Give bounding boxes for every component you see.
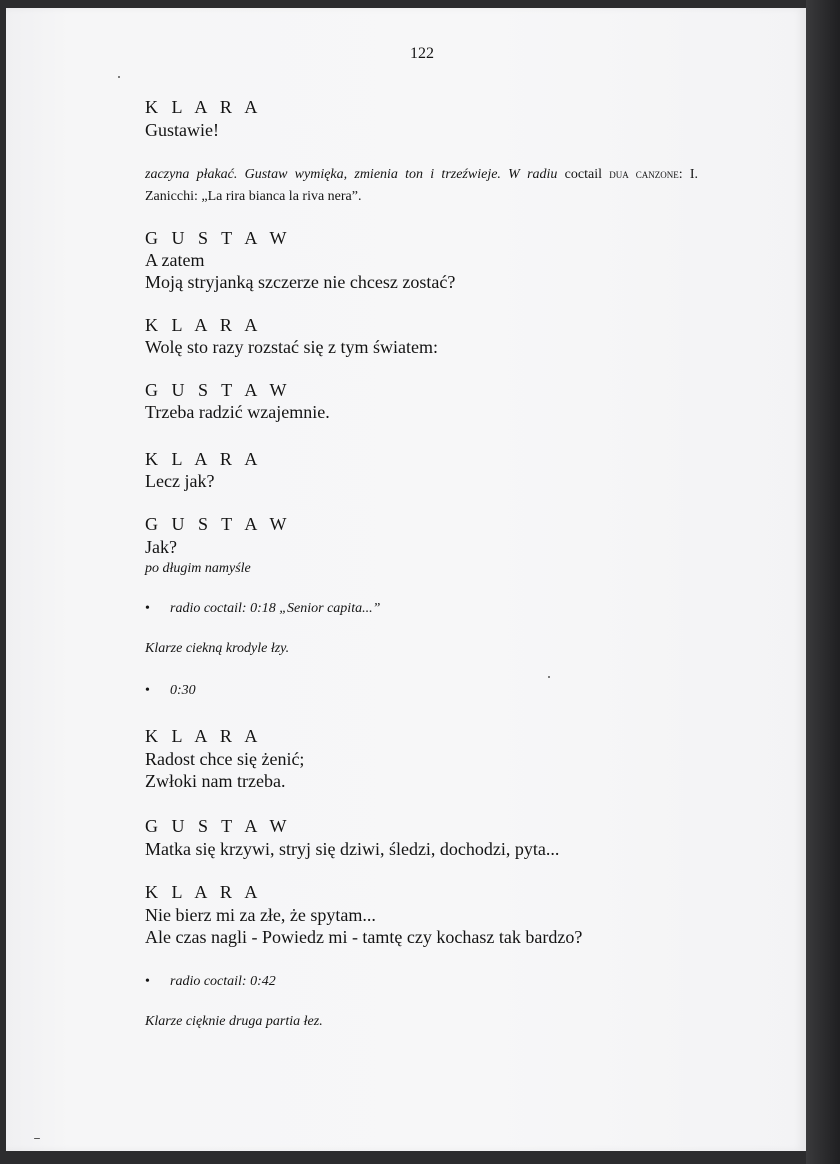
dialogue-line: Moją stryjanką szczerze nie chcesz zostać? — [145, 272, 456, 292]
dialogue-line: Nie bierz mi za złe, że spytam... — [145, 905, 376, 925]
stage-direction: Klarze cięknie druga partia łez. — [145, 1014, 323, 1029]
dialogue-line: Trzeba radzić wzajemnie. — [145, 402, 330, 422]
speaker-name: K L A R A — [145, 882, 262, 902]
bullet-icon: • — [145, 683, 150, 698]
bullet-item — [145, 683, 196, 699]
bullet-icon: • — [145, 974, 150, 989]
bullet-text: radio coctail: 0:18 „Senior capita...” — [170, 601, 381, 616]
dialogue-line: Gustawie! — [145, 120, 219, 140]
speaker-name: K L A R A — [145, 315, 262, 335]
speaker-name: K L A R A — [145, 449, 262, 469]
dialogue-line: Radost chce się żenić; — [145, 749, 305, 769]
dialogue-line: Jak? — [145, 537, 177, 557]
page-number: 122 — [410, 45, 434, 62]
dialogue-line: Wolę sto razy rozstać się z tym światem: — [145, 337, 438, 357]
dialogue-line: Zwłoki nam trzeba. — [145, 771, 286, 791]
bullet-icon: • — [145, 601, 150, 616]
scan-speck — [34, 1138, 40, 1139]
scan-speck — [118, 76, 120, 78]
scanner-edge — [806, 0, 840, 1164]
dialogue-line: Lecz jak? — [145, 471, 215, 491]
scan-speck — [548, 676, 550, 678]
stage-direction: po długim namyśle — [145, 561, 251, 576]
stage-direction: Klarze ciekną krodyle łzy. — [145, 641, 290, 656]
speaker-name: K L A R A — [145, 97, 262, 117]
speaker-name: G U S T A W — [145, 514, 292, 534]
speaker-name: G U S T A W — [145, 816, 292, 836]
stage-direction-roman: coctail — [564, 167, 602, 182]
dialogue-line: Ale czas nagli - Powiedz mi - tamtę czy kochasz tak bardzo? — [145, 927, 583, 947]
stage-direction-italic: zaczyna płakać. Gustaw wymięka, zmienia ton i trzeźwieje. W radiu — [145, 167, 558, 182]
bullet-item — [145, 974, 276, 990]
speaker-name: G U S T A W — [145, 380, 292, 400]
dialogue-line: Matka się krzywi, stryj się dziwi, śledzi, dochodzi, pyta... — [145, 839, 560, 859]
stage-direction-smallcaps: dua canzone — [609, 166, 679, 181]
bullet-text: 0:30 — [170, 683, 196, 698]
bullet-text: radio coctail: 0:42 — [170, 974, 276, 989]
dialogue-line: A zatem — [145, 250, 205, 270]
speaker-name: G U S T A W — [145, 228, 292, 248]
bullet-item — [145, 601, 380, 617]
stage-direction — [145, 163, 698, 208]
speaker-name: K L A R A — [145, 726, 262, 746]
stage-direction-song: : I. Zanicchi: „La rira bianca la riva nera”. — [145, 167, 699, 204]
